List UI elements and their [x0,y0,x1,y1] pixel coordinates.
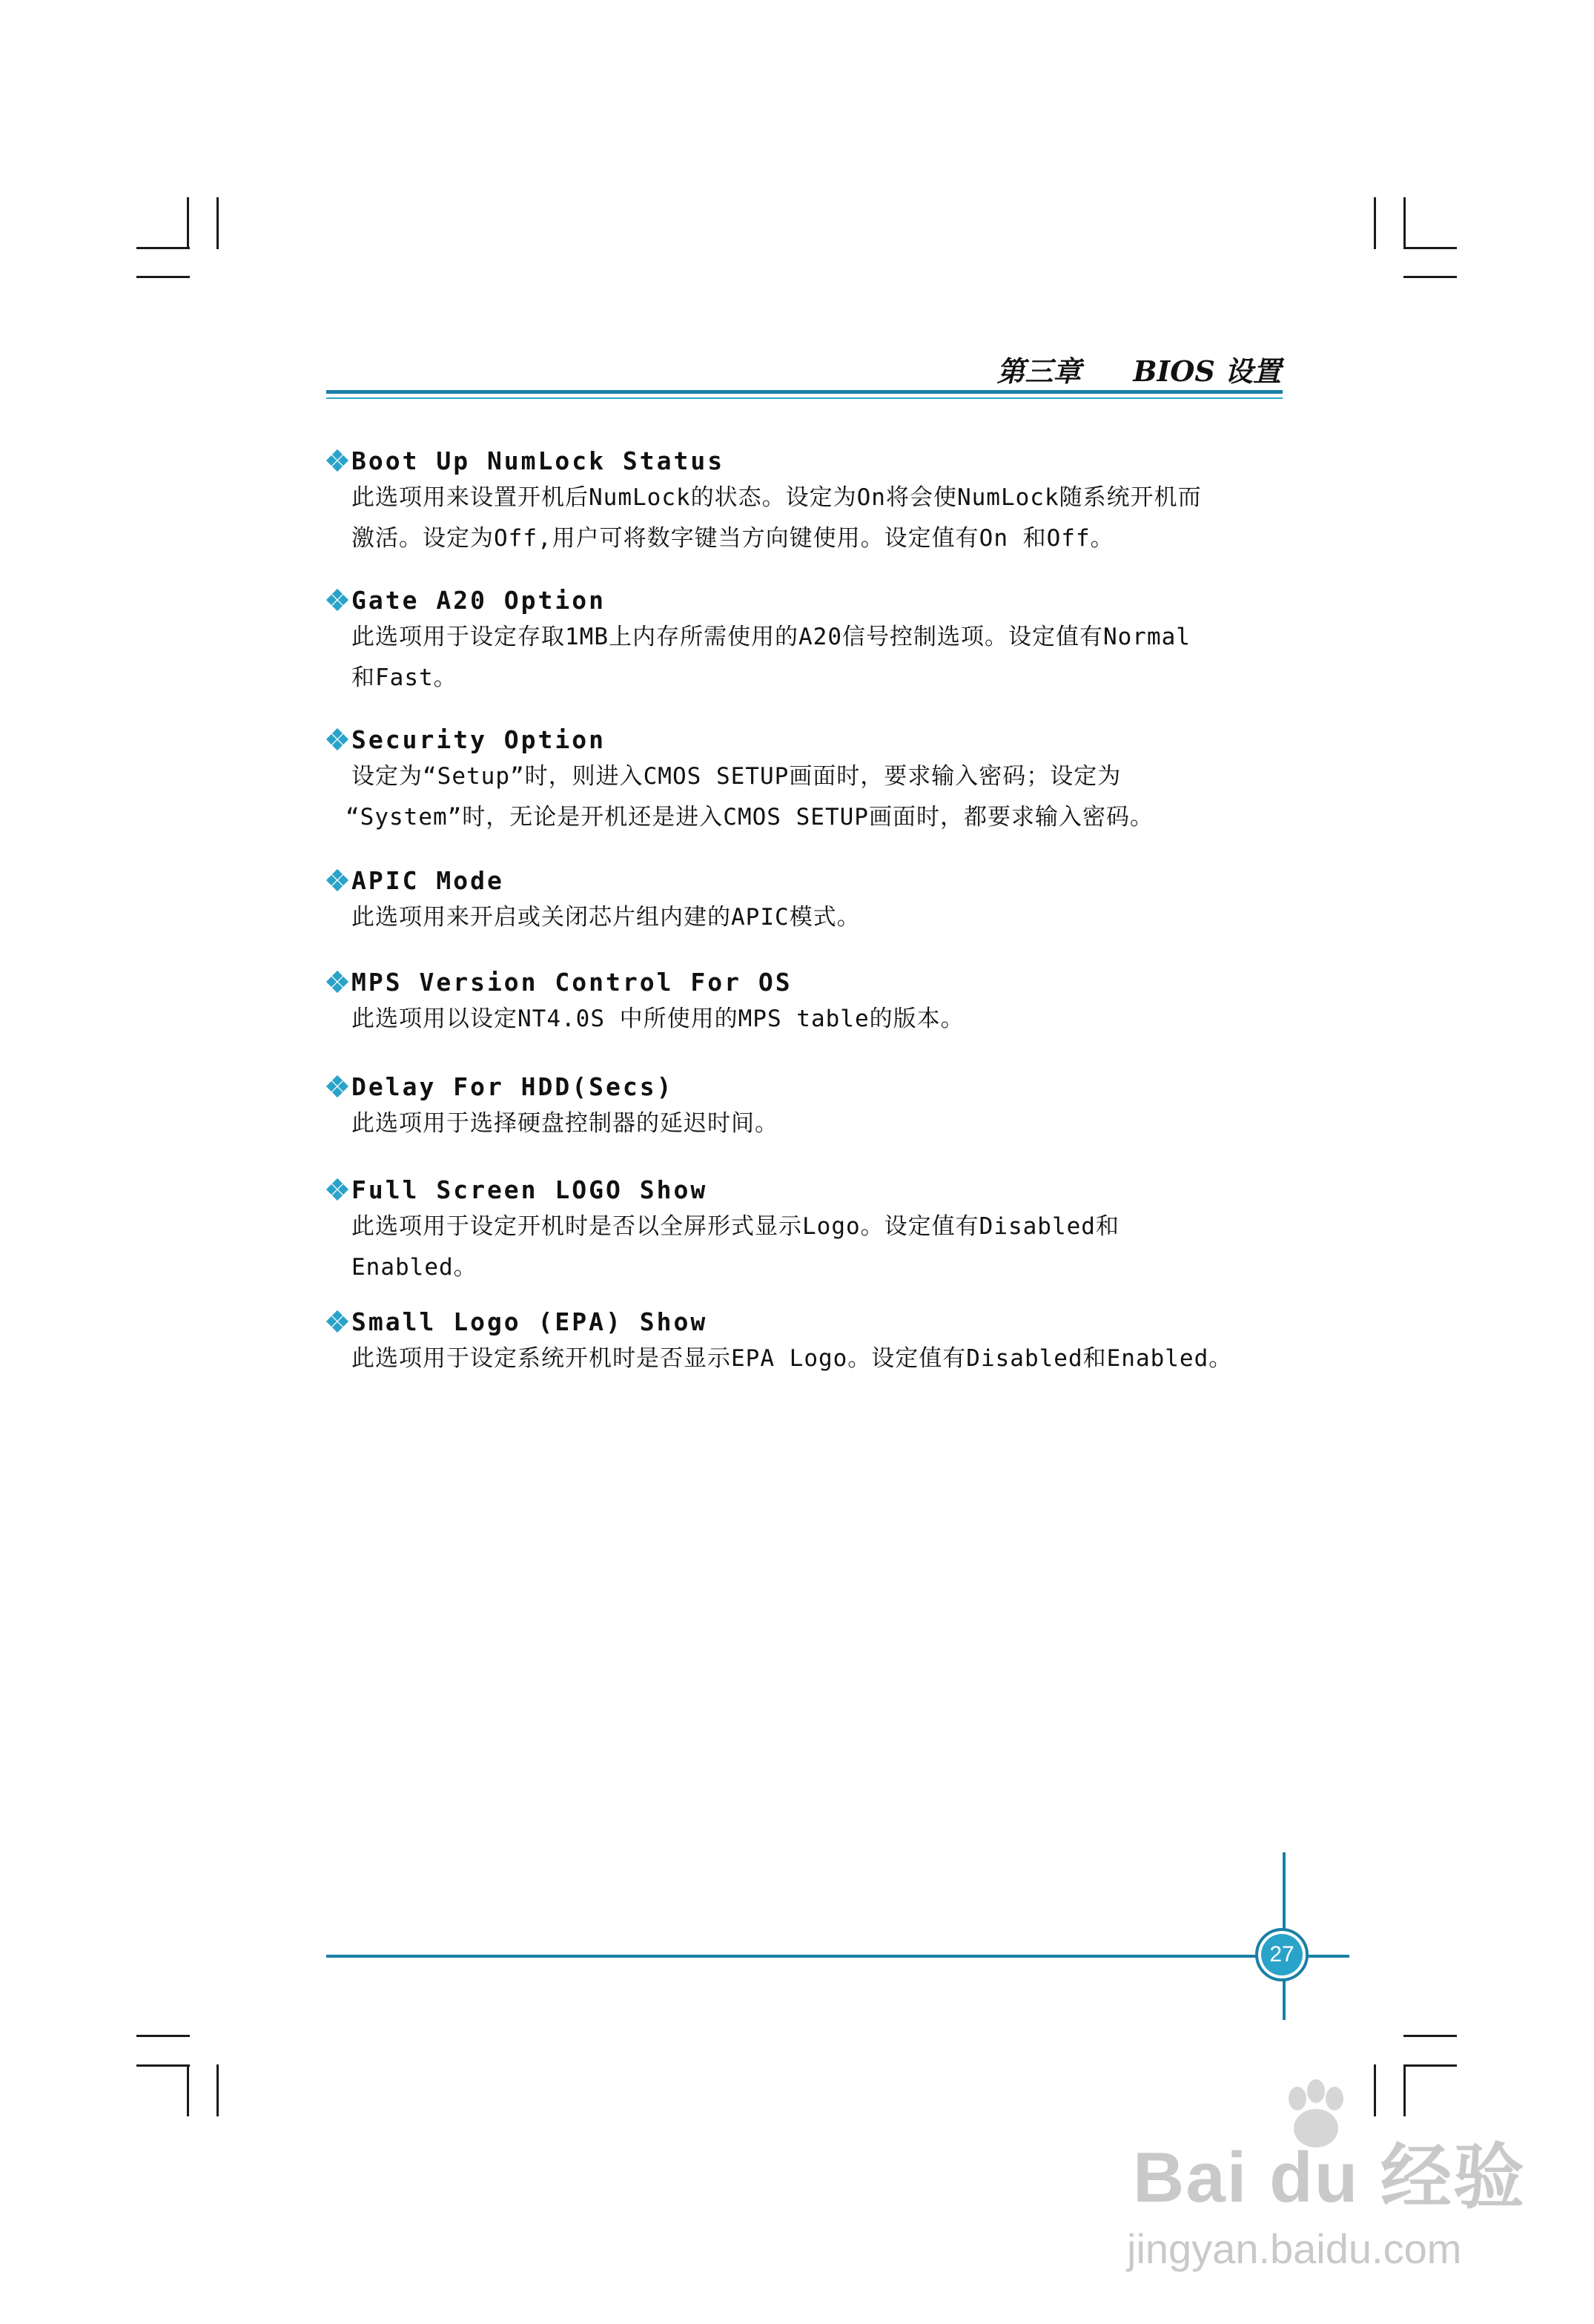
setting-description: 此选项用于设定系统开机时是否显示EPA Logo。设定值有Disabled和Enabled。 [351,1345,1233,1372]
setting-apic-mode [326,863,1290,938]
page-number-badge [1255,1928,1309,1981]
diamond-bullet-icon [326,1075,348,1097]
setting-title: Full Screen LOGO Show [326,1172,1290,1206]
diamond-bullet-icon [326,449,348,472]
setting-full-screen-logo [326,1172,1290,1288]
watermark-url: jingyan.baidu.com [1127,2225,1462,2272]
setting-title: Security Option [326,722,1290,756]
header-rule-thick [326,390,1283,394]
setting-description: 设定为“Setup”时，则进入CMOS SETUP画面时，要求输入密码；设定为 “System”时，无论是开机还是进入CMOS SETUP画面时，都要求输入密码。 [345,763,1154,831]
diamond-bullet-icon [326,728,348,750]
setting-description: 此选项用来开启或关闭芯片组内建的APIC模式。 [351,904,861,931]
setting-title: Gate A20 Option [326,583,1290,617]
setting-small-logo [326,1304,1290,1379]
diamond-bullet-icon [326,869,348,891]
page-number: 27 [1261,1934,1303,1975]
chapter-header [996,349,1281,389]
setting-description: 此选项用以设定NT4.0S 中所使用的MPS table的版本。 [351,1006,965,1032]
footer-rule [326,1955,1349,1958]
settings-list [326,443,1290,1379]
setting-title: Delay For HDD(Secs) [326,1069,1290,1103]
setting-description: 此选项用来设置开机后NumLock的状态。设定为On将会使NumLock随系统开机而 激活。设定为Off,用户可将数字键当方向键使用。设定值有On 和Off。 [351,484,1202,552]
setting-title: Small Logo (EPA) Show [326,1304,1290,1338]
setting-title: MPS Version Control For OS [326,965,1290,999]
setting-security-option [326,722,1290,838]
chapter-title: BIOS 设置 [1133,354,1281,388]
header-rule-thin [326,397,1283,399]
diamond-bullet-icon [326,1178,348,1201]
baidu-jingyan-watermark [1127,2076,1527,2299]
setting-mps-version [326,965,1290,1040]
setting-boot-up-numlock [326,443,1290,559]
watermark-brand: Bai du 经验 [1133,2138,1527,2217]
chapter-label: 第三章 [996,354,1082,388]
setting-delay-for-hdd [326,1069,1290,1144]
setting-title: APIC Mode [326,863,1290,897]
diamond-bullet-icon [326,1310,348,1333]
setting-gate-a20 [326,583,1290,699]
setting-description: 此选项用于选择硬盘控制器的延迟时间。 [351,1110,778,1137]
setting-description: 此选项用于设定开机时是否以全屏形式显示Logo。设定值有Disabled和 Enabled。 [351,1213,1120,1281]
diamond-bullet-icon [326,971,348,993]
setting-title: Boot Up NumLock Status [326,443,1290,478]
setting-description: 此选项用于设定存取1MB上内存所需使用的A20信号控制选项。设定值有Normal 和Fast。 [351,624,1191,691]
diamond-bullet-icon [326,589,348,611]
